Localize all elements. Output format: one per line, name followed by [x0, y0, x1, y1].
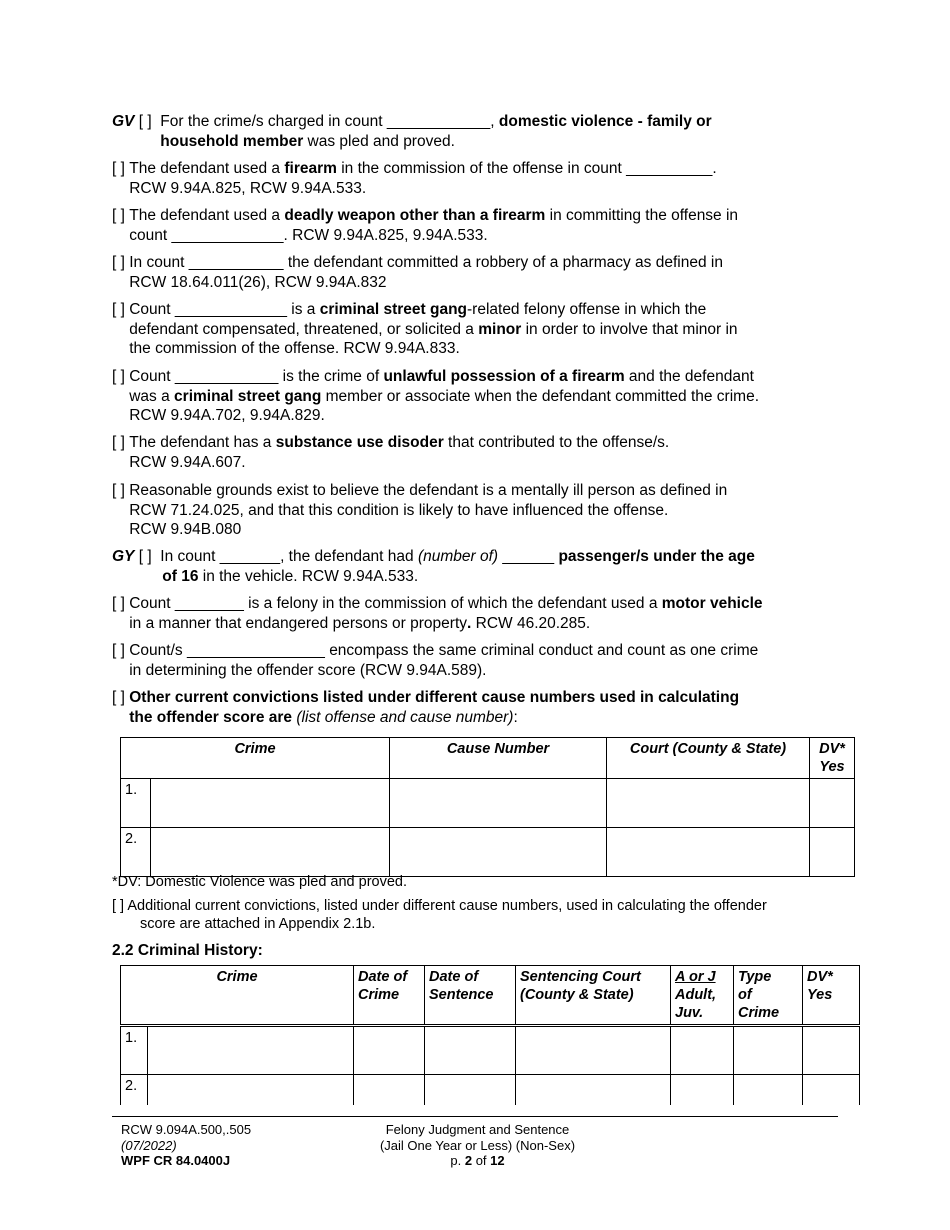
other-convictions-item: [ ] Other current convictions listed under different cause numbers used in calculating the offender score are (list offense and cause number): [112, 689, 740, 726]
appendix-note: [ ] Additional current convictions, listed under different cause numbers, used in calculating the offender score are attached in Appendix 2.1b. [112, 898, 767, 932]
col-dv: DV* Yes [810, 738, 855, 779]
deadly-weapon-item: [ ] The defendant used a deadly weapon other than a firearm in committing the offense in count _____________. RCW 9.94A.825, 9.94A.533. [112, 207, 739, 244]
dv-cell[interactable] [803, 1026, 860, 1075]
motor-vehicle-item: [ ] Count ________ is a felony in the commission of which the defendant used a motor vehicle in a manner that endangered persons or property. RCW 46.20.285. [112, 595, 763, 632]
col-dv: DV* Yes [803, 966, 860, 1026]
footer-title: Felony Judgment and Sentence [385, 1122, 570, 1137]
col-date-of-sentence: Date of Sentence [425, 966, 516, 1026]
crime-cell[interactable] [151, 779, 390, 828]
page-break-mask [100, 1105, 880, 1115]
date-of-sentence-cell[interactable] [425, 1026, 516, 1075]
gv-label: GV [112, 113, 135, 130]
col-court: Court (County & State) [607, 738, 810, 779]
footer-center [340, 1122, 615, 1169]
table-row: 1. [121, 1026, 860, 1075]
firearm-item: [ ] The defendant used a firearm in the commission of the offense in count __________. RCW 9.94A.825, RCW 9.94A.533. [112, 160, 717, 197]
footer-left [121, 1122, 251, 1169]
substance-use-item: [ ] The defendant has a substance use disoder that contributed to the offense/s. RCW 9.94A.607. [112, 434, 670, 471]
table-row: 2. [121, 828, 855, 877]
appendix-checkbox[interactable]: [ ] [112, 898, 125, 914]
col-sentencing-court: Sentencing Court (County & State) [516, 966, 671, 1026]
substance-use-checkbox[interactable]: [ ] [112, 434, 125, 451]
table-row: 1. [121, 779, 855, 828]
gv-checkbox[interactable]: [ ] [138, 113, 152, 130]
mental-illness-item: [ ] Reasonable grounds exist to believe the defendant is a mentally ill person as defined in RCW 71.24.025, and that this condition is likely to have influenced the offense. RCW 9.94B.080 [112, 482, 728, 538]
footer-subtitle: (Jail One Year or Less) (Non-Sex) [379, 1137, 576, 1153]
gang-firearm-item: [ ] Count ____________ is the crime of unlawful possession of a firearm and the defendant was a criminal street gang member or associate when the defendant committed the crime. RCW 9.94A.702, 9.94A.829. [112, 368, 759, 424]
court-cell[interactable] [607, 779, 810, 828]
deadly-weapon-checkbox[interactable]: [ ] [112, 207, 125, 224]
other-convictions-checkbox[interactable]: [ ] [112, 689, 125, 706]
firearm-checkbox[interactable]: [ ] [112, 160, 125, 177]
footer-form-id: WPF CR 84.0400J [121, 1153, 231, 1168]
footer-date: (07/2022) [121, 1137, 177, 1153]
crime-cell[interactable] [148, 1026, 354, 1075]
section-heading: 2.2 Criminal History: [112, 942, 263, 959]
criminal-history-table [120, 965, 860, 1115]
col-crime: Crime [121, 738, 390, 779]
table-row: 2. [121, 1075, 860, 1115]
date-of-crime-cell[interactable] [354, 1026, 425, 1075]
court-cell[interactable] [607, 828, 810, 877]
gang-minor-item: [ ] Count _____________ is a criminal street gang-related felony offense in which the defendant compensated, threatened, or solicited a minor in order to involve that minor in the commission of the offense. RCW 9.94A.833. [112, 301, 738, 357]
gv-item: GV [ ] For the crime/s charged in count ____________, domestic violence - family or household member was pled and proved. [112, 113, 712, 150]
footer-divider [112, 1116, 838, 1117]
gy-label: GY [112, 548, 135, 565]
pharmacy-robbery-item: [ ] In count ___________ the defendant committed a robbery of a pharmacy as defined in RCW 18.64.011(26), RCW 9.94A.832 [112, 254, 723, 291]
current-convictions-table [120, 737, 855, 877]
col-type-of-crime: Type of Crime [734, 966, 803, 1026]
col-crime: Crime [121, 966, 354, 1026]
type-of-crime-cell[interactable] [734, 1026, 803, 1075]
gang-minor-checkbox[interactable]: [ ] [112, 301, 125, 318]
col-cause-number: Cause Number [390, 738, 607, 779]
same-conduct-item: [ ] Count/s ________________ encompass the same criminal conduct and count as one crime in determining the offender score (RCW 9.94A.589). [112, 642, 759, 679]
same-conduct-checkbox[interactable]: [ ] [112, 642, 125, 659]
dv-cell[interactable] [810, 828, 855, 877]
adult-juv-cell[interactable] [671, 1026, 734, 1075]
col-adult-juv: A or J Adult, Juv. [671, 966, 734, 1026]
motor-vehicle-checkbox[interactable]: [ ] [112, 595, 125, 612]
footer-rcw: RCW 9.094A.500,.505 [121, 1122, 252, 1137]
dv-note: *DV: Domestic Violence was pled and proved. [112, 874, 407, 890]
crime-cell[interactable] [151, 828, 390, 877]
gang-firearm-checkbox[interactable]: [ ] [112, 368, 125, 385]
cause-number-cell[interactable] [390, 828, 607, 877]
page-number: p. 2 of 12 [450, 1153, 505, 1168]
gy-checkbox[interactable]: [ ] [138, 548, 152, 565]
gy-item: GY [ ] In count _______, the defendant had (number of) ______ passenger/s under the age of 16 in the vehicle. RCW 9.94A.533. [112, 548, 755, 585]
sentencing-court-cell[interactable] [516, 1026, 671, 1075]
cause-number-cell[interactable] [390, 779, 607, 828]
col-date-of-crime: Date of Crime [354, 966, 425, 1026]
dv-cell[interactable] [810, 779, 855, 828]
pharmacy-checkbox[interactable]: [ ] [112, 254, 125, 271]
mental-illness-checkbox[interactable]: [ ] [112, 482, 125, 499]
